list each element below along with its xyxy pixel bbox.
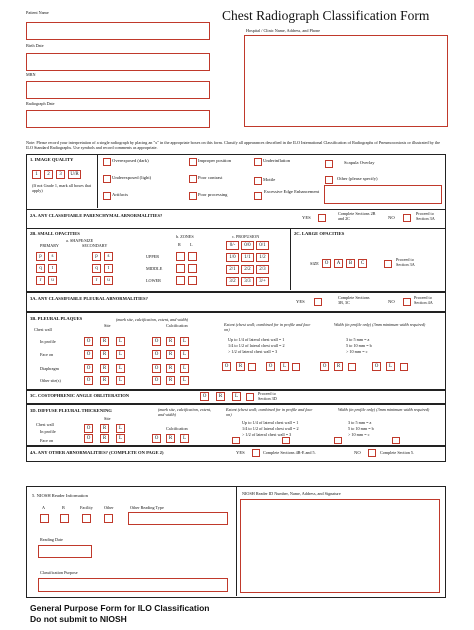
section-2a-yes-label: YES [302,215,311,220]
plaques-width-c: > 10 mm = c [346,349,368,354]
plaques-width-l-a[interactable] [400,363,408,371]
zones-label: b. ZONES [176,234,194,239]
diffuse-face-site-l[interactable]: L [116,434,125,443]
birth-date-field[interactable] [26,53,210,71]
diffuse-extent-2: 1/4 to 1/2 of lateral chest wall = 2 [242,426,299,431]
reader-id-label: NIOSH Reader ID Number, Name, Address, and Signature [242,491,341,496]
plaque-profile-calc-o[interactable]: O [152,337,161,346]
plaque-diaphragm-calc-r[interactable]: R [166,364,175,373]
diffuse-width-b: 5 to 10 mm = b [348,426,374,431]
diffuse-width-title: Width (in profile only) (3mm minimum width required) [338,407,430,412]
section-3a-yes-label: YES [296,299,305,304]
plaque-profile-site-o[interactable]: O [84,337,93,346]
plaques-extent-2: 1/4 to 1/2 of lateral chest wall = 2 [228,343,285,348]
plaque-diaphragm-calc-l[interactable]: L [180,364,189,373]
secondary-q[interactable]: q [92,264,101,273]
section-4a-yes-check[interactable] [252,449,260,457]
overexposed-check[interactable] [103,158,111,166]
mrn-field[interactable] [26,81,210,99]
footer-line-2: Do not submit to NIOSH [30,614,127,624]
grade-ur-box[interactable]: U/R [68,170,81,179]
section-3a-title: 3A. ANY CLASSIFIABLE PLEURAL ABNORMALITIES? [30,296,148,301]
diffuse-extent-title: Extent (chest wall; combined for in profile and face on) [226,407,313,417]
profusion-1-1[interactable]: 1/1 [241,253,254,262]
zone-lower-label: LOWER [146,278,161,283]
diffuse-thickening-subtitle: (mark site, calcification, extent, and width) [158,407,212,417]
diffuse-width-l-o[interactable] [392,437,400,444]
zone-upper-label: UPPER [146,254,160,259]
plaques-chest-wall-label: Chest wall [34,327,52,332]
section-3c-title: 3C. COSTOPHRENIC ANGLE OBLITERATION [30,393,130,398]
section-4a-complete: Complete Sections 4B-E and 5. [263,450,316,455]
section-5-title: 5. NIOSH Reader Information [32,493,88,498]
poor-contrast-label: Poor contrast [198,175,223,180]
diffuse-calc-label: Calcification [166,426,188,431]
classification-purpose-field[interactable] [38,578,228,592]
section-2a-yes-check[interactable] [318,214,326,222]
zone-upper-l[interactable] [188,252,197,261]
zone-lower-l[interactable] [188,276,197,285]
zones-r-header: R [178,242,181,247]
plaque-diaphragm-site-l[interactable]: L [116,364,125,373]
diffuse-chest-wall-label: Chest wall [36,422,54,427]
section-2c-proceed-check[interactable] [384,260,392,268]
artifacts-check[interactable] [103,192,111,200]
profusion-0-1[interactable]: 0/1 [256,241,269,250]
plaque-other-calc-o[interactable]: O [152,376,161,385]
zone-upper-r[interactable] [176,252,185,261]
reader-b-label: B [62,505,65,510]
profusion-3-2[interactable]: 3/2 [226,277,239,286]
diffuse-profile-site-l[interactable]: L [116,424,125,433]
overexposed-label: Overexposed (dark) [112,158,149,163]
plaques-width-r-r[interactable]: R [334,362,343,371]
plaque-other-site-r[interactable]: R [100,376,109,385]
patient-name-label: Patient Name [26,10,49,15]
plaques-width-title: Width (in profile only) (3mm minimum width required) [334,322,426,327]
reader-id-field[interactable] [240,499,440,593]
diffuse-profile-site-r[interactable]: R [100,424,109,433]
diffuse-extent-3: > 1/2 of lateral chest wall = 3 [242,432,292,437]
scapula-overlay-check[interactable] [325,160,333,168]
plaques-extent-1: Up to 1/4 of lateral chest wall = 1 [228,337,285,342]
plaque-other-site-o[interactable]: O [84,376,93,385]
section-2a-no-check[interactable] [403,214,411,222]
other-specify-field[interactable] [324,185,442,204]
page-title: Chest Radiograph Classification Form [222,8,430,23]
diffuse-face-site-o[interactable]: O [84,434,93,443]
plaque-profile-site-r[interactable]: R [100,337,109,346]
underinflation-label: Underinflation [263,158,291,163]
profusion-2-2[interactable]: 2/2 [241,265,254,274]
footer-line-1: General Purpose Form for ILO Classification [30,603,210,613]
plaques-extent-r-o[interactable]: O [222,362,231,371]
section-4a-no-check[interactable] [368,449,376,457]
plaque-diaphragm-calc-o[interactable]: O [152,364,161,373]
radiograph-date-label: Radiograph Date [26,101,55,106]
section-2a-complete: Complete Sections 2B and 2C [338,211,376,221]
reading-date-label: Reading Date [40,537,63,542]
profusion-3-plus[interactable]: 3/+ [256,277,269,286]
grade-2-box[interactable]: 2 [44,170,53,179]
section-4a-title: 4A. ANY OTHER ABNORMALITIES? (COMPLETE ON PAGE 2) [30,450,164,455]
diffuse-face-calc-o[interactable]: O [152,434,161,443]
profusion-1-2[interactable]: 1/2 [256,253,269,262]
large-opacities-title: 2C. LARGE OPACITIES [294,231,345,236]
plaques-extent-l-o[interactable]: O [266,362,275,371]
cpa-l[interactable]: L [232,392,241,401]
size-b[interactable]: B [346,259,355,268]
section-2a-proceed: Proceed to Section 3A [416,211,435,221]
size-label: SIZE [310,261,319,266]
underexposed-label: Underexposed (light) [112,175,152,180]
reader-b-check[interactable] [60,514,69,523]
edge-enhancement-label: Excessive Edge Enhancement [264,189,320,194]
underexposed-check[interactable] [103,175,111,183]
diffuse-face-calc-l[interactable]: L [180,434,189,443]
profusion-2-1[interactable]: 2/1 [226,265,239,274]
profusion-0-minus[interactable]: 0/- [226,241,239,250]
hospital-label: Hospital / Clinic Name, Address, and Phone [246,28,320,33]
plaque-other-site-l[interactable]: L [116,376,125,385]
diffuse-face-site-r[interactable]: R [100,434,109,443]
plaques-other-sites-label: Other site(s) [40,378,61,383]
plaque-face-site-o[interactable]: O [84,350,93,359]
other-specify-check[interactable] [325,176,333,184]
plaques-extent-l-l[interactable]: L [280,362,289,371]
section-2a-frame [26,209,446,229]
reader-facility-label: Facility [80,505,93,510]
diffuse-face-on-label: Face on [40,438,54,443]
diffuse-extent-r-o[interactable] [232,437,240,444]
mottle-check[interactable] [254,177,262,185]
diffuse-profile-site-o[interactable]: O [84,424,93,433]
poor-contrast-check[interactable] [189,175,197,183]
poor-processing-label: Poor processing [198,192,228,197]
diffuse-width-a: 3 to 5 mm = a [348,420,372,425]
size-a[interactable]: A [334,259,343,268]
profusion-3-3[interactable]: 3/3 [241,277,254,286]
primary-q[interactable]: q [36,264,45,273]
secondary-u[interactable]: u [104,276,113,285]
primary-s[interactable]: s [48,252,57,261]
plaques-diaphragm-label: Diaphragm [40,366,59,371]
secondary-p[interactable]: p [92,252,101,261]
plaques-width-r-o[interactable]: O [320,362,329,371]
plaques-width-a: 3 to 5 mm = a [346,337,370,342]
section-4a-complete-no: Complete Section 5. [380,450,415,455]
plaque-profile-site-l[interactable]: L [116,337,125,346]
other-reading-type-label: Other Reading Type [130,505,164,510]
plaque-diaphragm-site-o[interactable]: O [84,364,93,373]
plaques-extent-r-1[interactable] [248,363,256,371]
classification-purpose-label: Classification Purpose [40,570,78,575]
plaque-diaphragm-site-r[interactable]: R [100,364,109,373]
birth-date-label: Birth Date [26,43,44,48]
plaque-profile-calc-l[interactable]: L [180,337,189,346]
poor-processing-check[interactable] [189,192,197,200]
size-o[interactable]: O [322,259,331,268]
profusion-1-0[interactable]: 1/0 [226,253,239,262]
diffuse-site-label: Site [104,416,111,421]
image-quality-title: 1. IMAGE QUALITY [30,157,74,162]
instructions-note: Note: Please record your interpretation of a single radiograph by placing an "x" in the appropriate boxes on this form. Classify all appearances described in the ILO International Classification of Radiographs of Pneumoconiosis or illustrated by the ILO Standard Radiographs. Use symbols and record comments as appropriate. [26,140,441,150]
diffuse-thickening-title: 3D. DIFFUSE PLEURAL THICKENING [30,408,112,413]
pleural-plaques-subtitle: (mark site, calcification, extent, and width) [116,317,189,322]
zone-middle-r[interactable] [176,264,185,273]
plaque-other-calc-r[interactable]: R [166,376,175,385]
plaques-in-profile-label: In profile [40,339,56,344]
section-4a-yes-label: YES [236,450,245,455]
grade-1-box[interactable]: 1 [32,170,41,179]
secondary-r[interactable]: r [92,276,101,285]
underinflation-check[interactable] [254,158,262,166]
secondary-t[interactable]: t [104,264,113,273]
grade-note: (If not Grade 1, mark all boxes that apply) [32,183,92,193]
hospital-field[interactable] [244,35,448,127]
primary-label: PRIMARY [40,243,59,248]
plaques-site-label: Site [104,323,111,328]
plaques-width-r-a[interactable] [348,363,356,371]
other-specify-label: Other (please specify) [337,176,378,181]
plaque-other-calc-l[interactable]: L [180,376,189,385]
grade-3-box[interactable]: 3 [56,170,65,179]
section-3a-no-label: NO [388,299,395,304]
diffuse-face-calc-r[interactable]: R [166,434,175,443]
secondary-label: SECONDARY [82,243,108,248]
diffuse-width-c: > 10 mm = c [348,432,370,437]
primary-u[interactable]: u [48,276,57,285]
mottle-label: Mottle [263,177,276,182]
pleural-plaques-title: 3B. PLEURAL PLAQUES [30,316,83,321]
secondary-s[interactable]: s [104,252,113,261]
plaque-face-site-r[interactable]: R [100,350,109,359]
plaques-width-l-l[interactable]: L [386,362,395,371]
plaques-extent-l-1[interactable] [292,363,300,371]
primary-t[interactable]: t [48,264,57,273]
patient-name-field[interactable] [26,22,210,40]
section-3a-frame [26,292,446,312]
mrn-label: MRN [26,72,36,77]
section-2c-proceed: Proceed to Section 3A [396,257,415,267]
plaques-face-on-label: Face on [40,352,54,357]
small-opacities-title: 2B. SMALL OPACITIES [30,231,80,236]
scapula-overlay-label: Scapula Overlay [344,160,375,165]
diffuse-in-profile-label: In profile [40,429,56,434]
improper-position-check[interactable] [189,158,197,166]
reader-other-label: Other [104,505,114,510]
section-2a-no-label: NO [388,215,395,220]
section-3a-proceed: Proceed to Section 4A [414,295,433,305]
artifacts-label: Artifacts [112,192,129,197]
plaques-extent-3: > 1/2 of lateral chest wall = 3 [228,349,278,354]
plaque-face-calc-r[interactable]: R [166,350,175,359]
edge-enhancement-check[interactable] [254,192,262,200]
reader-a-check[interactable] [40,514,49,523]
reader-facility-check[interactable] [82,514,91,523]
zone-lower-r[interactable] [176,276,185,285]
section-2a-title: 2A. ANY CLASSIFIABLE PARENCHYMAL ABNORMALITIES? [30,213,163,218]
zone-middle-label: MIDDLE [146,266,163,271]
other-reading-type-field[interactable] [128,512,228,525]
diffuse-width-r-o[interactable] [334,437,342,444]
reading-date-field[interactable] [38,545,92,558]
section-3a-complete: Complete Sections 3B, 3C [338,295,370,305]
plaques-extent-r-r[interactable]: R [236,362,245,371]
zone-middle-l[interactable] [188,264,197,273]
improper-position-label: Improper position [198,158,232,163]
radiograph-date-field[interactable] [26,110,210,128]
plaque-face-calc-o[interactable]: O [152,350,161,359]
section-3a-yes-check[interactable] [314,298,322,306]
reader-other-check[interactable] [104,514,113,523]
section-4a-no-label: NO [354,450,361,455]
section-3c-proceed-check[interactable] [246,393,254,401]
plaques-calc-label: Calcification [166,323,188,328]
plaque-face-calc-l[interactable]: L [180,350,189,359]
plaque-profile-calc-r[interactable]: R [166,337,175,346]
cpa-r[interactable]: R [216,392,225,401]
section-3c-proceed: Proceed to Section 3D [258,391,277,401]
plaque-face-site-l[interactable]: L [116,350,125,359]
shape-size-label: a. SHAPE/SIZE [66,238,94,243]
plaques-extent-title: Extent (chest wall; combined for in profile and face on) [224,322,311,332]
primary-r[interactable]: r [36,276,45,285]
profusion-0-0[interactable]: 0/0 [241,241,254,250]
plaques-width-l-o[interactable]: O [372,362,381,371]
cpa-o[interactable]: O [200,392,209,401]
reader-a-label: A [42,505,46,510]
zones-l-header: L [190,242,193,247]
profusion-2-3[interactable]: 2/3 [256,265,269,274]
size-c[interactable]: C [358,259,367,268]
profusion-label: c. PROFUSION [232,234,260,239]
diffuse-extent-l-o[interactable] [282,437,290,444]
diffuse-extent-1: Up to 1/4 of lateral chest wall = 1 [242,420,299,425]
plaques-width-b: 5 to 10 mm = b [346,343,372,348]
primary-p[interactable]: p [36,252,45,261]
section-3a-no-check[interactable] [403,298,411,306]
